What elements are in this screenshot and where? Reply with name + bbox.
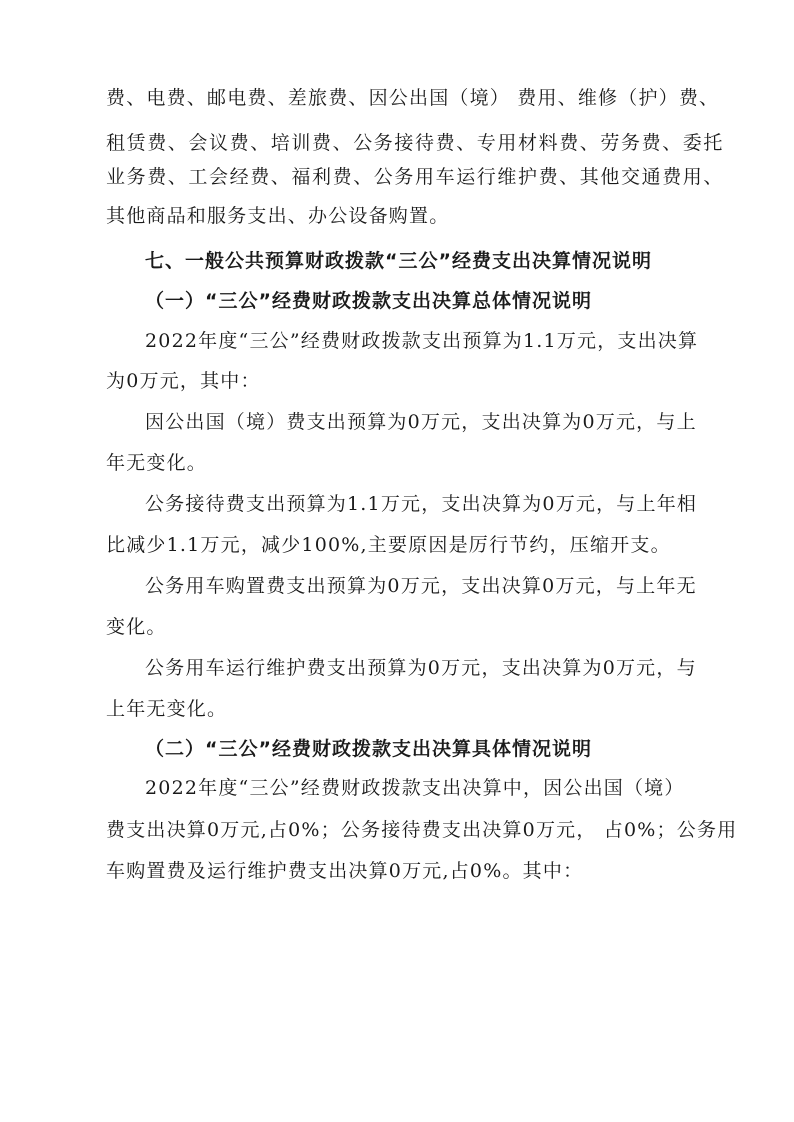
vehicle-purchase-line-1: 公务用车购置费支出预算为0万元，支出决算0万元，与上年无	[145, 575, 697, 597]
section-7-heading: 七、一般公共预算财政拨款“三公”经费支出决算情况说明	[145, 250, 652, 272]
abroad-line-2: 年无变化。	[106, 452, 208, 474]
overall-line-2: 为0万元，其中：	[106, 370, 261, 392]
vehicle-operation-line-2: 上年无变化。	[106, 698, 228, 720]
specific-line-2: 费支出决算0万元,占0%；公务接待费支出决算0万元， 占0%；公务用	[106, 819, 738, 841]
expense-list-line-4: 其他商品和服务支出、办公设备购置。	[106, 205, 450, 227]
expense-list-line-1: 费、电费、邮电费、差旅费、因公出国（境） 费用、维修（护）费、	[106, 87, 720, 109]
subsection-2-heading: （二）“三公”经费财政拨款支出决算具体情况说明	[145, 738, 592, 760]
specific-line-1: 2022年度“三公”经费财政拨款支出决算中，因公出国（境）	[145, 777, 685, 799]
specific-line-3: 车购置费及运行维护费支出决算0万元,占0%。其中：	[106, 860, 584, 882]
expense-list-line-3: 业务费、工会经费、福利费、公务用车运行维护费、其他交通费用、	[106, 166, 725, 188]
expense-list-line-2: 租赁费、会议费、培训费、公务接待费、专用材料费、劳务费、委托	[106, 132, 725, 154]
overall-line-1: 2022年度“三公”经费财政拨款支出预算为1.1万元，支出决算	[145, 330, 699, 352]
vehicle-purchase-line-2: 变化。	[106, 616, 167, 638]
abroad-line-1: 因公出国（境）费支出预算为0万元，支出决算为0万元，与上	[145, 411, 697, 433]
subsection-1-heading: （一）“三公”经费财政拨款支出决算总体情况说明	[145, 290, 592, 312]
reception-line-2: 比减少1.1万元，减少100%,主要原因是厉行节约，压缩开支。	[106, 534, 671, 556]
reception-line-1: 公务接待费支出预算为1.1万元，支出决算为0万元，与上年相	[145, 493, 698, 515]
vehicle-operation-line-1: 公务用车运行维护费支出预算为0万元，支出决算为0万元，与	[145, 657, 697, 679]
